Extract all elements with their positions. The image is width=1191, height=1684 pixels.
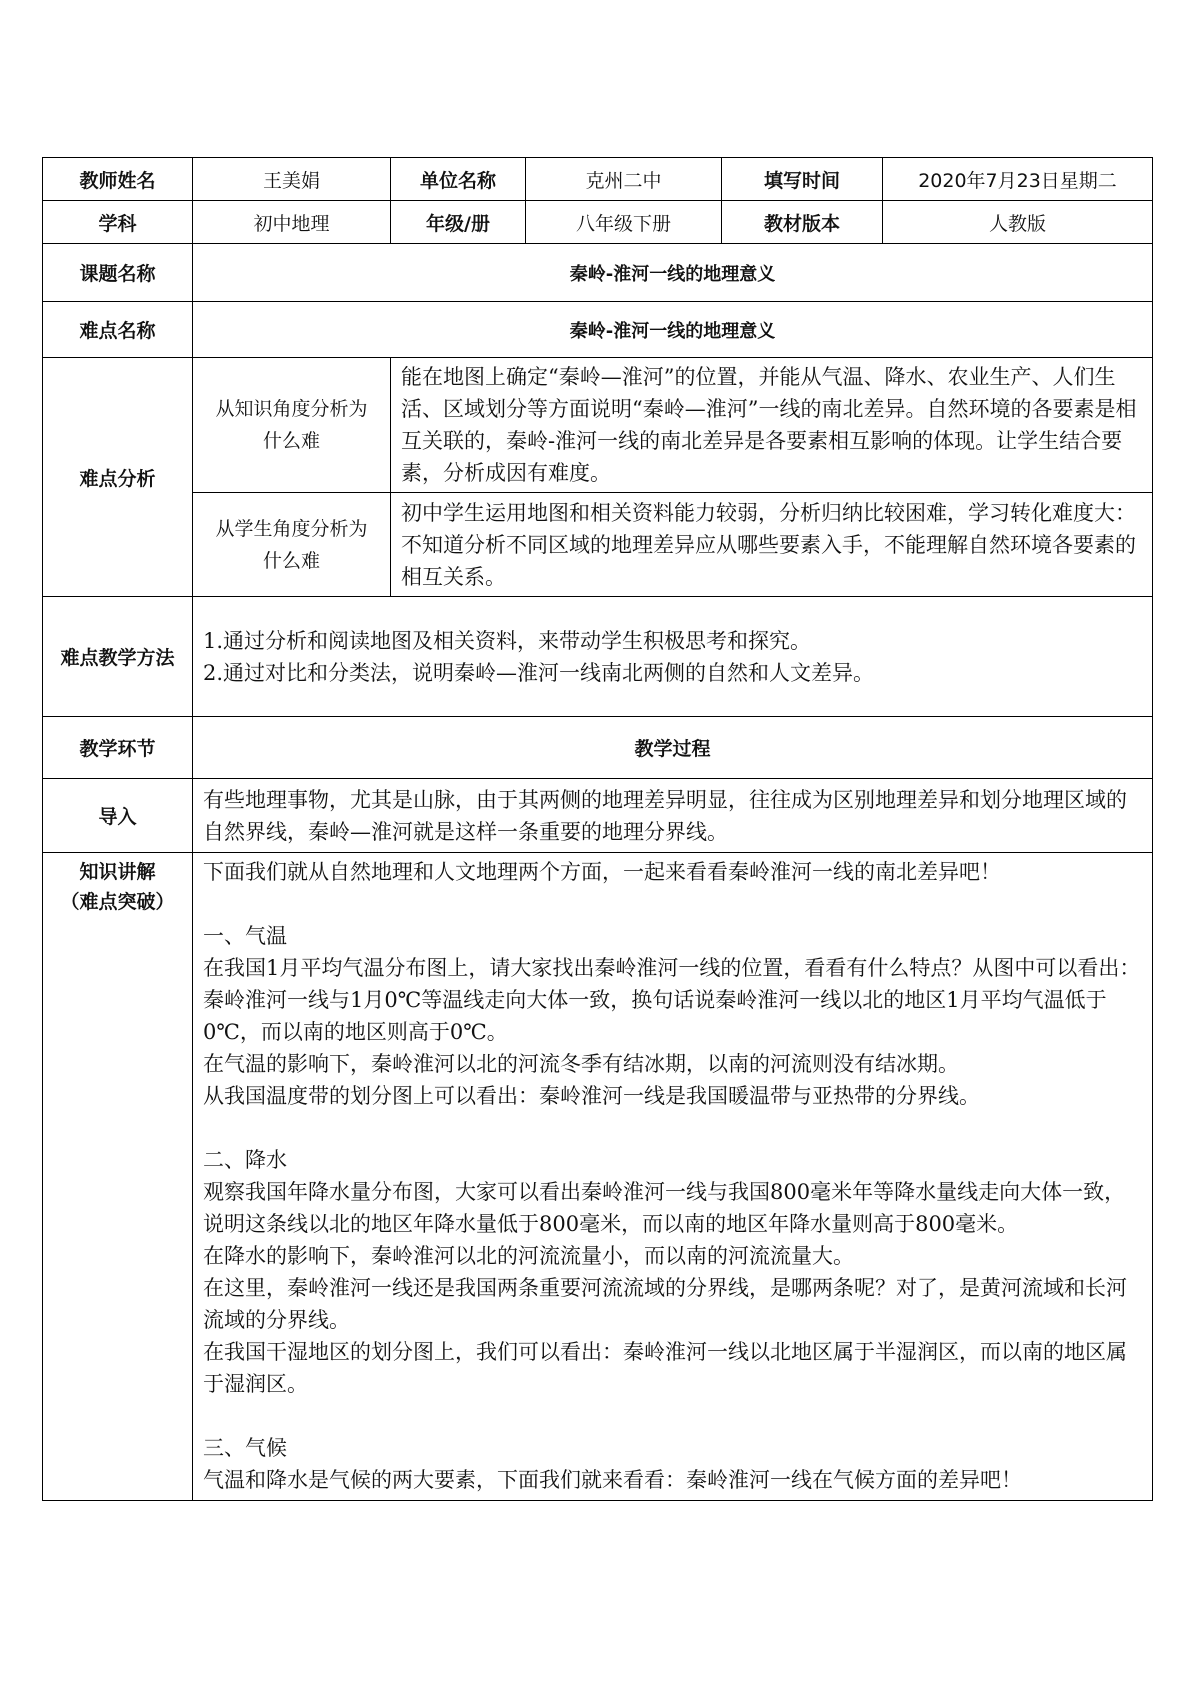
unit-name: 克州二中 bbox=[526, 158, 722, 201]
info-table bbox=[42, 157, 1153, 1501]
temperature-paragraph-2: 在气温的影响下，秦岭淮河以北的河流冬季有结冰期，以南的河流则没有结冰期。 bbox=[203, 1052, 959, 1076]
grade-value: 八年级下册 bbox=[526, 201, 722, 244]
section-heading-precipitation: 二、降水 bbox=[203, 1148, 287, 1172]
header-row-1 bbox=[43, 158, 1153, 201]
topic-label: 课题名称 bbox=[43, 244, 193, 302]
date-label: 填写时间 bbox=[722, 158, 883, 201]
student-angle-text: 初中学生运用地图和相关资料能力较弱，分析归纳比较困难，学习转化难度大：不知道分析不同区域的地理差异应从哪些要素入手，不能理解自然环境各要素的相互关系。 bbox=[391, 493, 1153, 597]
methods-text bbox=[193, 597, 1153, 717]
difficulty-row bbox=[43, 302, 1153, 358]
topic-row bbox=[43, 244, 1153, 302]
climate-paragraph-1: 气温和降水是气候的两大要素，下面我们就来看看：秦岭淮河一线在气候方面的差异吧！ bbox=[203, 1468, 1022, 1492]
header-row-2 bbox=[43, 201, 1153, 244]
student-angle-label: 从学生角度分析为什么难 bbox=[193, 493, 391, 597]
grade-label: 年级/册 bbox=[391, 201, 526, 244]
edition-label: 教材版本 bbox=[722, 201, 883, 244]
precipitation-paragraph-4: 在我国干湿地区的划分图上，我们可以看出：秦岭淮河一线以北地区属于半湿润区，而以南的地区属于湿润区。 bbox=[203, 1340, 1127, 1396]
date-value: 2020年7月23日星期二 bbox=[883, 158, 1153, 201]
method-item-1: 1.通过分析和阅读地图及相关资料，来带动学生积极思考和探究。 bbox=[203, 628, 812, 653]
intro-text: 有些地理事物，尤其是山脉，由于其两侧的地理差异明显，往往成为区别地理差异和划分地理区域的自然界线，秦岭—淮河就是这样一条重要的地理分界线。 bbox=[193, 779, 1153, 853]
knowledge-content bbox=[193, 853, 1153, 1501]
analysis-row-student bbox=[43, 493, 1153, 597]
temperature-paragraph-3: 从我国温度带的划分图上可以看出：秦岭淮河一线是我国暖温带与亚热带的分界线。 bbox=[203, 1084, 980, 1108]
unit-label: 单位名称 bbox=[391, 158, 526, 201]
knowledge-angle-text: 能在地图上确定“秦岭—淮河”的位置，并能从气温、降水、农业生产、人们生活、区域划分等方面说明“秦岭—淮河”一线的南北差异。自然环境的各要素是相互关联的，秦岭-淮河一线的南北差异是各要素相互影响的体现。让学生结合要素，分析成因有难度。 bbox=[391, 358, 1153, 493]
knowledge-label-line-1: 知识讲解 bbox=[79, 861, 156, 883]
methods-label: 难点教学方法 bbox=[43, 597, 193, 717]
process-label: 教学过程 bbox=[193, 717, 1153, 779]
edition-value: 人教版 bbox=[883, 201, 1153, 244]
precipitation-paragraph-3: 在这里，秦岭淮河一线还是我国两条重要河流流域的分界线，是哪两条呢？对了，是黄河流域和长河流域的分界线。 bbox=[203, 1276, 1127, 1332]
difficulty-label: 难点名称 bbox=[43, 302, 193, 358]
difficulty-value: 秦岭-淮河一线的地理意义 bbox=[193, 302, 1153, 358]
subject-label: 学科 bbox=[43, 201, 193, 244]
section-heading-climate: 三、气候 bbox=[203, 1436, 287, 1460]
process-header-row bbox=[43, 717, 1153, 779]
analysis-row-knowledge bbox=[43, 358, 1153, 493]
process-stage-label: 教学环节 bbox=[43, 717, 193, 779]
knowledge-intro: 下面我们就从自然地理和人文地理两个方面，一起来看看秦岭淮河一线的南北差异吧！ bbox=[203, 860, 1001, 884]
methods-row bbox=[43, 597, 1153, 717]
intro-row bbox=[43, 779, 1153, 853]
teacher-name: 王美娟 bbox=[193, 158, 391, 201]
spacer bbox=[203, 1112, 1142, 1144]
method-item-2: 2.通过对比和分类法，说明秦岭—淮河一线南北两侧的自然和人文差异。 bbox=[203, 660, 875, 685]
knowledge-label-line-2: （难点突破） bbox=[60, 891, 175, 913]
knowledge-label bbox=[43, 853, 193, 1501]
knowledge-row bbox=[43, 853, 1153, 1501]
spacer bbox=[203, 888, 1142, 920]
temperature-paragraph-1: 在我国1月平均气温分布图上，请大家找出秦岭淮河一线的位置，看看有什么特点？从图中可以看出：秦岭淮河一线与1月0℃等温线走向大体一致，换句话说秦岭淮河一线以北的地区1月平均气温低于0℃，而以南的地区则高于0℃。 bbox=[203, 956, 1141, 1044]
topic-value: 秦岭-淮河一线的地理意义 bbox=[193, 244, 1153, 302]
intro-label: 导入 bbox=[43, 779, 193, 853]
spacer bbox=[203, 1400, 1142, 1432]
analysis-label: 难点分析 bbox=[43, 358, 193, 597]
subject-value: 初中地理 bbox=[193, 201, 391, 244]
precipitation-paragraph-2: 在降水的影响下，秦岭淮河以北的河流流量小，而以南的河流流量大。 bbox=[203, 1244, 854, 1268]
precipitation-paragraph-1: 观察我国年降水量分布图，大家可以看出秦岭淮河一线与我国800毫米年等降水量线走向大体一致，说明这条线以北的地区年降水量低于800毫米，而以南的地区年降水量则高于800毫米。 bbox=[203, 1180, 1126, 1236]
knowledge-angle-label: 从知识角度分析为什么难 bbox=[193, 358, 391, 493]
teacher-label: 教师姓名 bbox=[43, 158, 193, 201]
lesson-plan-document bbox=[42, 157, 1152, 1501]
section-heading-temperature: 一、气温 bbox=[203, 924, 287, 948]
